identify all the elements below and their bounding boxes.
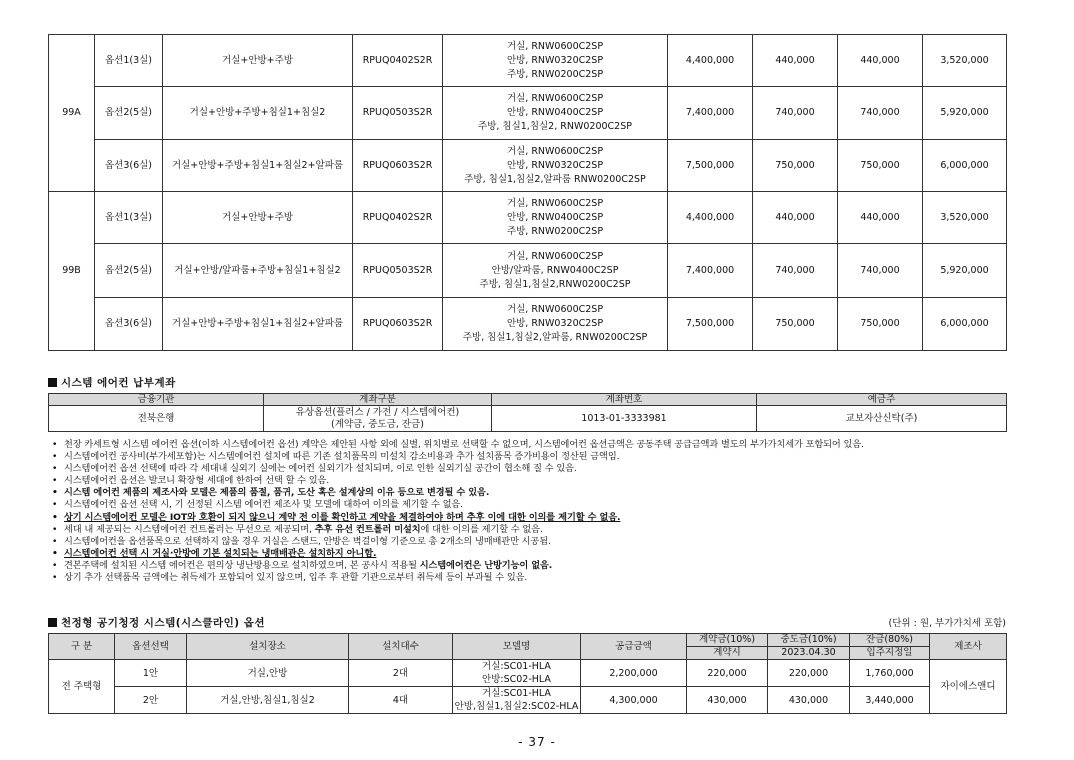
header-mid: 중도금(10%) bbox=[768, 634, 850, 647]
price-cell: 4,400,000 bbox=[668, 192, 753, 244]
note-item: • 세대 내 제공되는 시스템에어컨 컨트롤러는 무선으로 제공되며, 추후 유선 컨트롤러 미설치에 대한 이의를 제기할 수 없음. bbox=[52, 524, 1012, 536]
mid-cell: 750,000 bbox=[838, 140, 923, 192]
note-item: • 상기 추가 선택품목 금액에는 취득세가 포함되어 있지 않으며, 입주 후 관할 기관으로부터 취득세 등이 부과될 수 있음. bbox=[52, 572, 1012, 584]
mid-cell: 440,000 bbox=[838, 35, 923, 87]
header-deposit: 계약금(10%) bbox=[687, 634, 768, 647]
location-cell: 거실+안방+주방+침실1+침실2+알파룸 bbox=[163, 298, 353, 351]
mid-cell: 750,000 bbox=[838, 298, 923, 351]
indoor-line: 안방, RNW0320C2SP bbox=[506, 318, 604, 329]
header-account-number: 계좌번호 bbox=[492, 394, 757, 406]
unit-model-cell: RPUQ0402S2R bbox=[353, 35, 443, 87]
note-item: • 시스템에어컨을 옵션품목으로 선택하지 않을 경우 거실은 스탠드, 안방은 벽걸이형 기준으로 총 2개소의 냉매배관만 시공됨. bbox=[52, 536, 1012, 548]
balance-cell: 3,520,000 bbox=[923, 192, 1007, 244]
price-cell: 7,500,000 bbox=[668, 140, 753, 192]
note-item: • 시스템에어컨 공사비(부가세포함)는 시스템에어컨 설치에 따른 기존 설치품목의 미설치 감소비용과 추가 설치품목 증가비용이 정산된 금액임. bbox=[52, 451, 1012, 463]
balance-cell: 1,760,000 bbox=[850, 660, 930, 687]
table-header-row bbox=[49, 394, 1007, 406]
option-cell: 옵션1(3실) bbox=[95, 192, 163, 244]
square-bullet-icon bbox=[48, 378, 57, 387]
note-item: • 시스템 에어컨 제품의 제조사와 모델은 제품의 품절, 품귀, 도산 혹은 설계상의 이유 등으로 변경될 수 있음. bbox=[52, 487, 1012, 499]
header-mid-sub: 2023.04.30 bbox=[768, 647, 850, 660]
option-cell: 옵션3(6실) bbox=[95, 298, 163, 351]
header-location: 설치장소 bbox=[187, 634, 349, 660]
notes-list bbox=[52, 439, 1012, 584]
indoor-line: 안방/알파룸, RNW0400C2SP bbox=[491, 264, 619, 276]
indoor-model-cell bbox=[443, 87, 668, 140]
header-bank: 금융기관 bbox=[49, 394, 264, 406]
table-row bbox=[49, 192, 1007, 244]
indoor-model-cell bbox=[443, 140, 668, 192]
indoor-line: 거실, RNW0600C2SP bbox=[506, 250, 604, 262]
note-item: • 시스템에어컨 옵션 선택 시, 기 선정된 시스템 에어컨 제조사 및 모델에 대하여 이의를 제기할 수 없음. bbox=[52, 499, 1012, 511]
indoor-line: 거실, RNW0600C2SP bbox=[506, 145, 604, 157]
note-item: • 천장 카세트형 시스템 에어컨 옵션(이하 시스템에어컨 옵션) 계약은 제안된 사항 외에 실별, 위치별로 선택할 수 없으며, 시스템에어컨 옵션금액은 공동주택 공급금액과 별도의 부가가치세가 포함되어 있음. bbox=[52, 439, 1012, 451]
price-cell: 7,500,000 bbox=[668, 298, 753, 351]
mid-cell: 740,000 bbox=[838, 244, 923, 298]
page-number: - 37 - bbox=[518, 735, 556, 749]
option-cell: 옵션1(3실) bbox=[95, 35, 163, 87]
square-bullet-icon bbox=[48, 618, 57, 627]
price-cell: 7,400,000 bbox=[668, 87, 753, 140]
category-cell: 전 주택형 bbox=[49, 660, 115, 714]
indoor-line: 거실, RNW0600C2SP bbox=[506, 93, 604, 104]
indoor-line: 주방, 침실1,침실2, RNW0200C2SP bbox=[478, 121, 632, 132]
indoor-line: 주방, RNW0200C2SP bbox=[506, 225, 604, 237]
type-cell: 99B bbox=[49, 192, 95, 351]
location-cell: 거실+안방+주방+침실1+침실2+알파룸 bbox=[163, 140, 353, 192]
deposit-cell: 740,000 bbox=[753, 244, 838, 298]
option-cell: 1안 bbox=[115, 660, 187, 687]
deposit-cell: 740,000 bbox=[753, 87, 838, 140]
header-account-type: 계좌구분 bbox=[264, 394, 492, 406]
model-cell: 거실:SC01-HLA 안방,침실1,침실2:SC02-HLA bbox=[453, 687, 581, 714]
header-holder: 예금주 bbox=[757, 394, 1007, 406]
location-cell: 거실+안방+주방+침실1+침실2 bbox=[163, 87, 353, 140]
price-cell: 7,400,000 bbox=[668, 244, 753, 298]
location-cell: 거실+안방+주방 bbox=[163, 35, 353, 87]
indoor-line: 안방, RNW0400C2SP bbox=[506, 211, 604, 223]
balance-cell: 5,920,000 bbox=[923, 87, 1007, 140]
indoor-line: 주방, 침실1,침실2,알파룸, RNW0200C2SP bbox=[462, 332, 648, 343]
indoor-line: 거실, RNW0600C2SP bbox=[506, 197, 604, 209]
unit-model-cell: RPUQ0402S2R bbox=[353, 192, 443, 244]
indoor-line: 주방, 침실1,침실2,알파룸 RNW0200C2SP bbox=[464, 173, 646, 185]
table-row bbox=[49, 140, 1007, 192]
model-cell: 거실:SC01-HLA 안방:SC02-HLA bbox=[453, 660, 581, 687]
header-category: 구 분 bbox=[49, 634, 115, 660]
note-item: • 시스템에어컨 선택 시 거실·안방에 기본 설치되는 냉매배관은 설치하지 아니함. bbox=[52, 548, 1012, 560]
unit-model-cell: RPUQ0503S2R bbox=[353, 87, 443, 140]
table-row bbox=[49, 87, 1007, 140]
indoor-line: 안방, RNW0400C2SP bbox=[506, 107, 604, 118]
note-item: • 시스템에어컨 옵션 선택에 따라 각 세대내 실외기 실에는 에어컨 실외기가 설치되며, 이로 인한 실외기실 공간이 협소해 질 수 있음. bbox=[52, 463, 1012, 475]
payment-section-title: 시스템 에어컨 납부계좌 bbox=[48, 375, 176, 390]
deposit-cell: 750,000 bbox=[753, 298, 838, 351]
location-cell: 거실,안방,침실1,침실2 bbox=[187, 687, 349, 714]
count-cell: 2대 bbox=[349, 660, 453, 687]
account-type-cell: 유상옵션(플러스 / 가전 / 시스템에어컨) (계약금, 중도금, 잔금) bbox=[264, 406, 492, 432]
holder-cell: 교보자산신탁(주) bbox=[757, 406, 1007, 432]
header-model: 모델명 bbox=[453, 634, 581, 660]
mid-cell: 220,000 bbox=[768, 660, 850, 687]
count-cell: 4대 bbox=[349, 687, 453, 714]
price-cell: 4,300,000 bbox=[581, 687, 687, 714]
table-row bbox=[49, 298, 1007, 351]
indoor-model-cell bbox=[443, 35, 668, 87]
option-cell: 옵션2(5실) bbox=[95, 244, 163, 298]
note-item: • 견본주택에 설치된 시스템 에어컨은 편의상 냉난방용으로 설치하였으며, 본 공사시 적용될 시스템에어컨은 난방기능이 없음. bbox=[52, 560, 1012, 572]
indoor-line: 주방, RNW0200C2SP bbox=[506, 68, 604, 80]
deposit-cell: 440,000 bbox=[753, 35, 838, 87]
balance-cell: 6,000,000 bbox=[923, 298, 1007, 351]
option-price-table bbox=[48, 34, 1007, 351]
unit-note: (단위 : 원, 부가가치세 포함) bbox=[888, 618, 1006, 629]
header-count: 설치대수 bbox=[349, 634, 453, 660]
deposit-cell: 430,000 bbox=[687, 687, 768, 714]
unit-model-cell: RPUQ0603S2R bbox=[353, 298, 443, 351]
deposit-cell: 220,000 bbox=[687, 660, 768, 687]
option-cell: 옵션2(5실) bbox=[95, 87, 163, 140]
account-number-cell: 1013-01-3333981 bbox=[492, 406, 757, 432]
deposit-cell: 440,000 bbox=[753, 192, 838, 244]
mid-cell: 740,000 bbox=[838, 87, 923, 140]
air-section-title: 천정형 공기청정 시스템(시스클라인) 옵션 bbox=[48, 615, 265, 630]
balance-cell: 3,440,000 bbox=[850, 687, 930, 714]
indoor-model-cell bbox=[443, 298, 668, 351]
table-row bbox=[49, 406, 1007, 432]
table-row bbox=[49, 687, 1007, 714]
location-cell: 거실+안방/알파룸+주방+침실1+침실2 bbox=[163, 244, 353, 298]
location-cell: 거실+안방+주방 bbox=[163, 192, 353, 244]
location-cell: 거실,안방 bbox=[187, 660, 349, 687]
indoor-line: 거실, RNW0600C2SP bbox=[506, 40, 604, 52]
deposit-cell: 750,000 bbox=[753, 140, 838, 192]
indoor-line: 주방, 침실1,침실2,RNW0200C2SP bbox=[479, 278, 631, 290]
header-maker: 제조사 bbox=[930, 634, 1007, 660]
note-item: • 상기 시스템에어컨 모델은 IOT와 호환이 되지 않으니 계약 전 이를 확인하고 계약을 체결하여야 하며 추후 이에 대한 이의를 제기할 수 없음. bbox=[52, 512, 1012, 524]
bank-cell: 전북은행 bbox=[49, 406, 264, 432]
mid-cell: 430,000 bbox=[768, 687, 850, 714]
header-price: 공급금액 bbox=[581, 634, 687, 660]
indoor-line: 안방, RNW0320C2SP bbox=[506, 159, 604, 171]
payment-account-table bbox=[48, 393, 1007, 432]
indoor-line: 거실, RNW0600C2SP bbox=[506, 304, 604, 315]
table-row bbox=[49, 244, 1007, 298]
price-cell: 4,400,000 bbox=[668, 35, 753, 87]
air-purifier-table bbox=[48, 633, 1007, 714]
balance-cell: 5,920,000 bbox=[923, 244, 1007, 298]
header-balance-sub: 입주지정일 bbox=[850, 647, 930, 660]
option-cell: 2안 bbox=[115, 687, 187, 714]
unit-model-cell: RPUQ0503S2R bbox=[353, 244, 443, 298]
note-item: • 시스템에어컨 옵션은 발코니 확장형 세대에 한하여 선택 할 수 있음. bbox=[52, 475, 1012, 487]
indoor-line: 안방, RNW0320C2SP bbox=[506, 54, 604, 66]
header-deposit-sub: 계약시 bbox=[687, 647, 768, 660]
option-cell: 옵션3(6실) bbox=[95, 140, 163, 192]
balance-cell: 3,520,000 bbox=[923, 35, 1007, 87]
table-row bbox=[49, 35, 1007, 87]
type-cell: 99A bbox=[49, 35, 95, 192]
indoor-model-cell bbox=[443, 244, 668, 298]
maker-cell: 자이에스앤디 bbox=[930, 660, 1007, 714]
indoor-model-cell bbox=[443, 192, 668, 244]
header-balance: 잔금(80%) bbox=[850, 634, 930, 647]
table-header-row bbox=[49, 634, 1007, 647]
header-option: 옵션선택 bbox=[115, 634, 187, 660]
balance-cell: 6,000,000 bbox=[923, 140, 1007, 192]
mid-cell: 440,000 bbox=[838, 192, 923, 244]
table-row bbox=[49, 660, 1007, 687]
price-cell: 2,200,000 bbox=[581, 660, 687, 687]
unit-model-cell: RPUQ0603S2R bbox=[353, 140, 443, 192]
